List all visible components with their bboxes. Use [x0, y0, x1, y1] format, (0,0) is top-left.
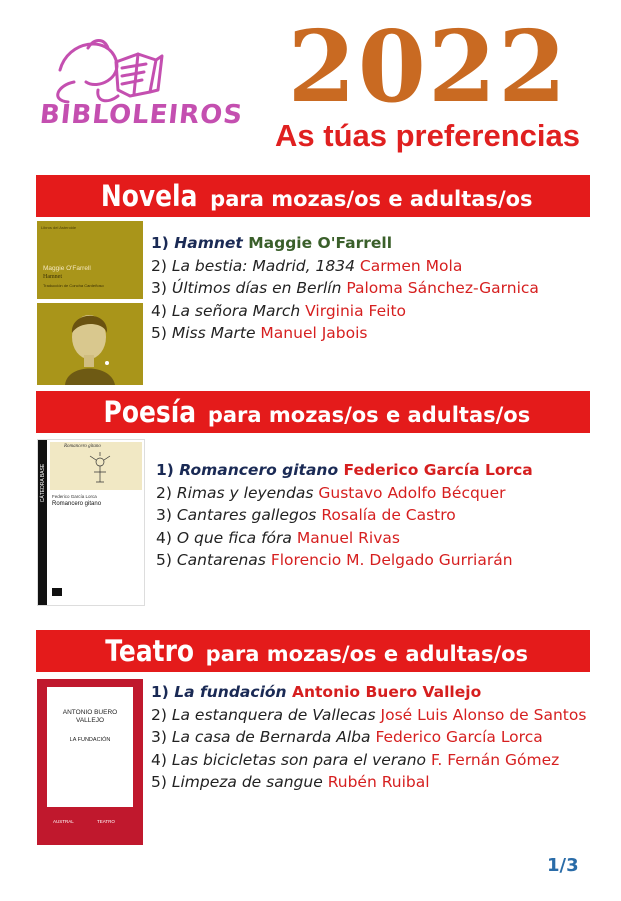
- cover-author: Maggie O'Farrell: [43, 265, 91, 272]
- section-banner-teatro: [36, 630, 590, 672]
- list-item: 2) La bestia: Madrid, 1834 Carmen Mola: [151, 256, 463, 275]
- list-item: 5) Cantarenas Florencio M. Delgado Gurriarán: [156, 551, 513, 569]
- list-item: 4) Las bicicletas son para el verano F. Fernán Gómez: [151, 750, 560, 769]
- cover-hamnet-portrait: [37, 303, 143, 385]
- banner-title: Novela: [101, 179, 198, 213]
- cover-author: Federico García Lorca: [52, 494, 97, 499]
- list-item: 1) La fundación Antonio Buero Vallejo: [151, 683, 482, 701]
- banner-title: Poesía: [103, 395, 196, 429]
- cover-publisher: AUSTRAL: [53, 819, 74, 824]
- section-banner-poesia: [36, 391, 590, 433]
- section-banner-novela: [36, 175, 590, 217]
- cover-author: ANTONIO BUERO VALLEJO: [62, 709, 118, 724]
- poesia-list: [156, 459, 533, 572]
- cover-hamnet-top: [37, 221, 143, 299]
- bibloleiros-logo-icon: [38, 30, 198, 150]
- list-item: 2) La estanquera de Vallecas José Luis Alonso de Santos: [151, 705, 587, 724]
- cover-title: Romancero gitano: [52, 501, 102, 507]
- cover-title: Hamnet: [43, 274, 62, 280]
- cover-title: LA FUNDACIÓN: [69, 737, 111, 743]
- list-item: 3) Últimos días en Berlín Paloma Sánchez-Garnica: [151, 279, 539, 297]
- cover-romancero: [37, 439, 145, 606]
- list-item: 4) La señora March Virginia Feito: [151, 301, 407, 320]
- cover-la-fundacion: [37, 679, 143, 845]
- list-item: 1) Hamnet Maggie O'Farrell: [151, 234, 393, 252]
- cover-handwriting: Romancero gitano: [64, 444, 101, 449]
- cover-spine-text: CÁTEDRA BASE: [40, 463, 46, 503]
- list-item: 1) Romancero gitano Federico García Lorca: [156, 461, 533, 479]
- cover-series: TEATRO: [97, 819, 115, 824]
- list-item: 5) Miss Marte Manuel Jabois: [151, 324, 368, 342]
- banner-title: Teatro: [105, 634, 194, 668]
- year-heading: 2022: [287, 10, 569, 125]
- banner-subtitle: para mozas/os e adultas/os: [210, 187, 533, 211]
- publisher-logo-icon: [52, 588, 62, 596]
- cover-publisher: Libros del Asteroide: [41, 225, 77, 230]
- logo-wordmark: BIBLOLEIROS: [38, 100, 245, 130]
- cover-panel: [47, 687, 133, 807]
- list-item: 5) Limpeza de sangue Rubén Ruibal: [151, 773, 430, 791]
- list-item: 2) Rimas y leyendas Gustavo Adolfo Bécquer: [156, 483, 506, 502]
- list-item: 4) O que fica fóra Manuel Rivas: [156, 528, 400, 547]
- cover-translator: Traducción de Concha Cardeñoso: [43, 283, 104, 288]
- list-item: 3) La casa de Bernarda Alba Federico García Lorca: [151, 728, 543, 746]
- banner-subtitle: para mozas/os e adultas/os: [205, 642, 529, 666]
- teatro-list: [151, 681, 586, 794]
- list-item: 3) Cantares gallegos Rosalía de Castro: [156, 506, 456, 524]
- cover-drawing-icon: [50, 442, 142, 490]
- novela-list: [151, 232, 539, 345]
- page-number: 1/3: [547, 855, 579, 876]
- cover-illustration: [50, 442, 142, 490]
- banner-subtitle: para mozas/os e adultas/os: [207, 403, 531, 427]
- subtitle-heading: As túas preferencias: [275, 118, 580, 153]
